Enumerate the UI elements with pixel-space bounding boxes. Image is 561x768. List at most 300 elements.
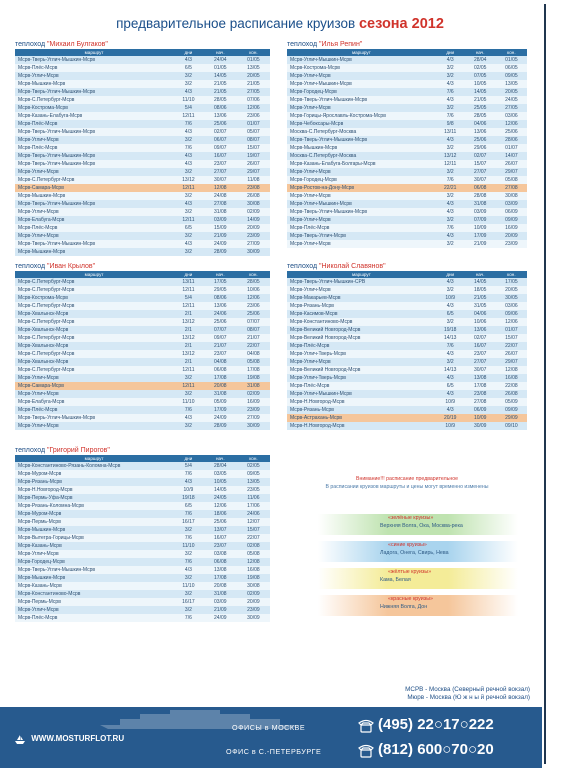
days-cell: 14/13 bbox=[436, 334, 465, 342]
route-cell: Мсрв-Мышкин-Мсрв bbox=[15, 80, 173, 88]
days-cell: 3/2 bbox=[436, 64, 465, 72]
route-cell: Мсрв-Тверь-Углич-Мышкин-Мсрв bbox=[287, 96, 436, 104]
days-cell: 4/3 bbox=[436, 56, 465, 64]
table-row bbox=[15, 294, 270, 302]
end-cell: 25/06 bbox=[237, 310, 270, 318]
table-row bbox=[287, 334, 527, 342]
days-cell: 13/12 bbox=[436, 152, 465, 160]
column-header: кон. bbox=[237, 271, 270, 278]
start-cell: 13/07 bbox=[204, 526, 237, 534]
table-row bbox=[15, 398, 270, 406]
schedule-table-bulgakov bbox=[15, 49, 270, 256]
days-cell: 3/2 bbox=[436, 286, 465, 294]
days-cell: 9/8 bbox=[436, 120, 465, 128]
end-cell: 30/09 bbox=[237, 248, 270, 256]
end-cell: 13/05 bbox=[237, 478, 270, 486]
days-cell: 3/2 bbox=[173, 574, 204, 582]
table-row bbox=[287, 136, 527, 144]
table-row bbox=[15, 56, 270, 64]
days-cell: 4/3 bbox=[173, 414, 204, 422]
days-cell: 3/2 bbox=[173, 80, 204, 88]
route-cell: Мсрв-С.Петербург-Мсрв bbox=[15, 176, 173, 184]
days-cell: 12/11 bbox=[436, 160, 465, 168]
route-cell: Мсрв-Чебоксары-Мсрв bbox=[287, 120, 436, 128]
days-cell: 12/11 bbox=[173, 382, 204, 390]
route-cell: Мсрв-Рязань-Коломна-Мсрв bbox=[15, 502, 173, 510]
legend-title: «жёлтые круизы» bbox=[388, 569, 432, 575]
end-cell: 20/09 bbox=[237, 598, 270, 606]
phone-moscow[interactable]: (495) 22○17○222 bbox=[378, 716, 494, 733]
end-cell: 07/06 bbox=[237, 96, 270, 104]
days-cell: 13/11 bbox=[436, 128, 465, 136]
page-title bbox=[60, 16, 500, 32]
table-row bbox=[15, 232, 270, 240]
end-cell: 20/05 bbox=[496, 286, 527, 294]
column-header: нач. bbox=[465, 49, 496, 56]
end-cell: 23/09 bbox=[237, 406, 270, 414]
table-row bbox=[15, 152, 270, 160]
days-cell: 7/6 bbox=[173, 120, 204, 128]
website-text: WWW.MOSTURFLOT.RU bbox=[31, 734, 125, 744]
route-cell: Мсрв-Плёс-Мсрв bbox=[15, 406, 173, 414]
ship-title: теплоход "Григорий Пирогов" bbox=[15, 447, 110, 454]
table-row bbox=[15, 374, 270, 382]
table-row bbox=[15, 614, 270, 622]
days-cell: 3/2 bbox=[173, 208, 204, 216]
start-cell: 10/09 bbox=[465, 414, 496, 422]
start-cell: 03/08 bbox=[204, 550, 237, 558]
start-cell: 08/06 bbox=[204, 294, 237, 302]
days-cell: 7/6 bbox=[436, 176, 465, 184]
table-row bbox=[15, 582, 270, 590]
legend-title: «синие круизы» bbox=[388, 542, 427, 548]
route-cell: Мсрв-Тверь-Углич-Мышкин-Мсрв bbox=[15, 414, 173, 422]
end-cell: 23/05 bbox=[237, 486, 270, 494]
table-row bbox=[15, 104, 270, 112]
route-cell: Мсрв-Углич-Мышкин-Мсрв bbox=[287, 56, 436, 64]
footer bbox=[0, 707, 561, 768]
days-cell: 13/12 bbox=[173, 318, 204, 326]
start-cell: 30/07 bbox=[465, 366, 496, 374]
season-text: сезона 2012 bbox=[358, 16, 444, 32]
days-cell: 3/2 bbox=[436, 144, 465, 152]
start-cell: 05/09 bbox=[204, 398, 237, 406]
table-row bbox=[15, 406, 270, 414]
start-cell: 12/08 bbox=[204, 184, 237, 192]
route-cell: Мсрв-Мышкин-Мсрв bbox=[287, 144, 436, 152]
end-cell: 23/09 bbox=[496, 240, 527, 248]
end-cell: 12/06 bbox=[496, 318, 527, 326]
start-cell: 24/09 bbox=[204, 414, 237, 422]
table-row bbox=[15, 350, 270, 358]
days-cell: 4/3 bbox=[173, 240, 204, 248]
route-cell: Мсрв-Плёс-Мсрв bbox=[287, 342, 436, 350]
table-row bbox=[15, 422, 270, 430]
end-cell: 27/09 bbox=[237, 414, 270, 422]
end-cell: 26/07 bbox=[237, 160, 270, 168]
route-cell: Мсрв-Тверь-Углич-Мсрв bbox=[287, 232, 436, 240]
route-cell: Мсрв-Хвалынск-Мсрв bbox=[15, 326, 173, 334]
days-cell: 6/5 bbox=[173, 224, 204, 232]
route-cell: Мсрв-Плёс-Мсрв bbox=[15, 614, 173, 622]
table-row bbox=[15, 326, 270, 334]
start-cell: 14/05 bbox=[465, 88, 496, 96]
days-cell: 4/3 bbox=[436, 406, 465, 414]
days-cell: 3/2 bbox=[173, 590, 204, 598]
end-cell: 29/07 bbox=[496, 168, 527, 176]
table-row bbox=[15, 574, 270, 582]
route-cell: Мсрв-Мышкин-Мсрв bbox=[15, 574, 173, 582]
phone-icon bbox=[358, 719, 374, 733]
start-cell: 10/05 bbox=[465, 80, 496, 88]
route-cell: Мсрв-Тверь-Углич-Мышкин-Мсрв bbox=[15, 128, 173, 136]
days-cell: 13/12 bbox=[173, 350, 204, 358]
route-cell: Мсрв-Ростов-на-Дону-Мсрв bbox=[287, 184, 436, 192]
table-row bbox=[15, 518, 270, 526]
start-cell: 21/05 bbox=[204, 80, 237, 88]
table-row bbox=[287, 72, 527, 80]
table-row bbox=[15, 144, 270, 152]
route-cell: Мсрв-Углич-Мсрв bbox=[15, 232, 173, 240]
start-cell: 02/07 bbox=[465, 152, 496, 160]
route-cell: Мсрв-Елабуга-Мсрв bbox=[15, 398, 173, 406]
end-cell: 12/08 bbox=[237, 558, 270, 566]
route-cell: Мсрв-Углич-Мышкин-Мсрв bbox=[287, 80, 436, 88]
route-cell: Мсрв-Казань-Елабуга-Мсрв bbox=[15, 112, 173, 120]
start-cell: 17/09 bbox=[465, 232, 496, 240]
end-cell: 03/09 bbox=[496, 200, 527, 208]
office-spb-label: ОФИС в С.-ПЕТЕРБУРГЕ bbox=[226, 747, 322, 756]
end-cell: 17/05 bbox=[496, 278, 527, 286]
route-cell: Мсрв-Углич-Мсрв bbox=[15, 606, 173, 614]
route-cell: Мсрв-Тверь-Углич-Мышкин-СРВ bbox=[287, 278, 436, 286]
days-cell: 4/3 bbox=[436, 232, 465, 240]
table-row bbox=[287, 294, 527, 302]
start-cell: 25/06 bbox=[204, 120, 237, 128]
route-cell: Мсрв-Астрахань-Мсрв bbox=[287, 414, 436, 422]
start-cell: 13/08 bbox=[204, 566, 237, 574]
table-row bbox=[15, 80, 270, 88]
table-row bbox=[287, 374, 527, 382]
route-cell: Москва-С.Петербург-Москва bbox=[287, 152, 436, 160]
table-row bbox=[287, 216, 527, 224]
start-cell: 16/07 bbox=[204, 534, 237, 542]
end-cell: 22/08 bbox=[496, 382, 527, 390]
end-cell: 27/09 bbox=[237, 240, 270, 248]
table-row bbox=[15, 208, 270, 216]
start-cell: 18/05 bbox=[465, 286, 496, 294]
days-cell: 4/3 bbox=[436, 302, 465, 310]
route-cell: Мсрв-Константиново-Мсрв bbox=[287, 318, 436, 326]
ship-title: теплоход "Иван Крылов" bbox=[15, 263, 96, 270]
table-row bbox=[15, 120, 270, 128]
route-cell: Мсрв-Кострома-Мсрв bbox=[15, 294, 173, 302]
table-row bbox=[287, 80, 527, 88]
end-cell: 05/08 bbox=[237, 550, 270, 558]
days-cell: 3/2 bbox=[173, 422, 204, 430]
table-row bbox=[15, 216, 270, 224]
end-cell: 02/08 bbox=[237, 542, 270, 550]
table-row bbox=[287, 358, 527, 366]
days-cell: 11/10 bbox=[173, 542, 204, 550]
table-row bbox=[15, 494, 270, 502]
table-row bbox=[287, 120, 527, 128]
start-cell: 07/05 bbox=[465, 72, 496, 80]
route-cell: Мсрв-Углич-Мсрв bbox=[15, 550, 173, 558]
end-cell: 08/07 bbox=[237, 326, 270, 334]
days-cell: 4/3 bbox=[436, 350, 465, 358]
table-row bbox=[15, 192, 270, 200]
table-row bbox=[287, 152, 527, 160]
route-cell: Мсрв-Тверь-Углич-Мышкин-Мсрв bbox=[15, 152, 173, 160]
end-cell: 19/07 bbox=[237, 152, 270, 160]
route-cell: Мсрв-Углич-Мсрв bbox=[15, 168, 173, 176]
route-cell: Мсрв-С.Петербург-Мсрв bbox=[15, 96, 173, 104]
start-cell: 06/08 bbox=[204, 558, 237, 566]
column-header: кон. bbox=[237, 49, 270, 56]
end-cell: 21/07 bbox=[237, 334, 270, 342]
legend bbox=[318, 512, 518, 620]
days-cell: 3/2 bbox=[436, 240, 465, 248]
start-cell: 13/06 bbox=[465, 128, 496, 136]
days-cell: 19/18 bbox=[436, 326, 465, 334]
days-cell: 7/6 bbox=[173, 614, 204, 622]
days-cell: 12/11 bbox=[173, 302, 204, 310]
end-cell: 26/08 bbox=[496, 390, 527, 398]
title-text: предварительное расписание круизов bbox=[116, 16, 356, 31]
end-cell: 19/08 bbox=[237, 574, 270, 582]
table-row bbox=[15, 470, 270, 478]
route-cell: Мсрв-Константиново-Рязань-Коломна-Мсрв bbox=[15, 462, 173, 470]
start-cell: 14/05 bbox=[204, 486, 237, 494]
route-cell: Мсрв-Мышкин-Мсрв bbox=[15, 192, 173, 200]
column-header: маршрут bbox=[15, 271, 173, 278]
table-row bbox=[287, 302, 527, 310]
table-row bbox=[287, 240, 527, 248]
table-row bbox=[15, 88, 270, 96]
ship-block-pirogov bbox=[15, 446, 270, 622]
end-cell: 23/06 bbox=[237, 112, 270, 120]
column-header: нач. bbox=[465, 271, 496, 278]
notice-line-2: В расписании круизов маршруты и цены могут временно изменены bbox=[325, 484, 489, 490]
days-cell: 3/2 bbox=[436, 104, 465, 112]
start-cell: 21/05 bbox=[204, 88, 237, 96]
days-cell: 2/1 bbox=[173, 342, 204, 350]
phone-spb[interactable]: (812) 600○70○20 bbox=[378, 741, 494, 758]
route-cell: Мсрв-Тверь-Углич-Мышкин-Мсрв bbox=[287, 136, 436, 144]
route-cell: Мсрв-Плёс-Мсрв bbox=[15, 64, 173, 72]
end-cell: 05/08 bbox=[237, 358, 270, 366]
days-cell: 12/11 bbox=[173, 184, 204, 192]
table-header-row bbox=[287, 49, 527, 56]
start-cell: 27/07 bbox=[465, 168, 496, 176]
days-cell: 19/18 bbox=[173, 494, 204, 502]
table-row bbox=[287, 128, 527, 136]
legend-description: Ладога, Онега, Свирь, Нева bbox=[380, 550, 449, 556]
table-row bbox=[15, 72, 270, 80]
end-cell: 24/06 bbox=[237, 510, 270, 518]
end-cell: 12/07 bbox=[237, 518, 270, 526]
route-cell: Мсрв-Рязань-Мсрв bbox=[287, 406, 436, 414]
start-cell: 28/08 bbox=[465, 192, 496, 200]
table-row bbox=[287, 224, 527, 232]
route-cell: Мсрв-Тверь-Углич-Мышкин-Мсрв bbox=[15, 56, 173, 64]
table-row bbox=[287, 350, 527, 358]
days-cell: 7/6 bbox=[436, 112, 465, 120]
table-row bbox=[15, 558, 270, 566]
table-header-row bbox=[15, 455, 270, 462]
table-row bbox=[287, 232, 527, 240]
days-cell: 14/13 bbox=[436, 366, 465, 374]
end-cell: 12/06 bbox=[496, 120, 527, 128]
table-row bbox=[287, 318, 527, 326]
start-cell: 16/07 bbox=[204, 152, 237, 160]
end-cell: 28/06 bbox=[496, 136, 527, 144]
days-cell: 3/2 bbox=[173, 606, 204, 614]
route-cell: Мсрв-Углич-Тверь-Мсрв bbox=[287, 374, 436, 382]
end-cell: 16/08 bbox=[237, 566, 270, 574]
days-cell: 7/6 bbox=[173, 534, 204, 542]
days-cell: 11/10 bbox=[173, 96, 204, 104]
days-cell: 7/6 bbox=[173, 144, 204, 152]
table-row bbox=[15, 184, 270, 192]
end-cell: 08/07 bbox=[237, 136, 270, 144]
days-cell: 3/2 bbox=[436, 318, 465, 326]
start-cell: 23/07 bbox=[465, 350, 496, 358]
end-cell: 03/06 bbox=[496, 112, 527, 120]
table-row bbox=[287, 366, 527, 374]
start-cell: 17/09 bbox=[204, 406, 237, 414]
days-cell: 3/2 bbox=[173, 168, 204, 176]
start-cell: 31/08 bbox=[204, 208, 237, 216]
end-cell: 30/05 bbox=[496, 294, 527, 302]
end-cell: 01/07 bbox=[237, 120, 270, 128]
route-cell: Мсрв-Елабуга-Мсрв bbox=[15, 216, 173, 224]
column-header: маршрут bbox=[15, 455, 173, 462]
table-row bbox=[287, 422, 527, 430]
table-row bbox=[287, 112, 527, 120]
table-row bbox=[287, 96, 527, 104]
end-cell: 06/09 bbox=[496, 208, 527, 216]
end-cell: 23/06 bbox=[237, 302, 270, 310]
end-cell: 30/08 bbox=[237, 200, 270, 208]
table-header-row bbox=[15, 49, 270, 56]
start-cell: 17/08 bbox=[204, 374, 237, 382]
table-row bbox=[15, 240, 270, 248]
start-cell: 14/05 bbox=[465, 278, 496, 286]
start-cell: 20/08 bbox=[204, 582, 237, 590]
days-cell: 13/11 bbox=[173, 278, 204, 286]
table-row bbox=[15, 590, 270, 598]
start-cell: 21/07 bbox=[204, 342, 237, 350]
table-row bbox=[287, 64, 527, 72]
days-cell: 5/4 bbox=[173, 294, 204, 302]
days-cell: 20/19 bbox=[436, 414, 465, 422]
route-cell: Мсрв-Углич-Мсрв bbox=[287, 104, 436, 112]
start-cell: 06/08 bbox=[465, 184, 496, 192]
route-cell: Мсрв-Пермь-Мсрв bbox=[15, 598, 173, 606]
route-cell: Мсрв-Казань-Елабуга-Болгары-Мсрв bbox=[287, 160, 436, 168]
station-srv: МСРВ - Москва (Северный речной вокзал) bbox=[405, 686, 530, 693]
notice bbox=[287, 476, 527, 490]
days-cell: 10/9 bbox=[436, 422, 465, 430]
days-cell: 5/4 bbox=[173, 462, 204, 470]
days-cell: 4/3 bbox=[173, 56, 204, 64]
end-cell: 14/07 bbox=[496, 152, 527, 160]
legend-title: «красные круизы» bbox=[388, 596, 433, 602]
days-cell: 6/5 bbox=[173, 502, 204, 510]
days-cell: 12/11 bbox=[173, 286, 204, 294]
route-cell: Мсрв-Городец-Мсрв bbox=[287, 176, 436, 184]
days-cell: 4/3 bbox=[173, 152, 204, 160]
schedule-table-krylov bbox=[15, 271, 270, 430]
table-row bbox=[15, 224, 270, 232]
legend-description: Верхняя Волга, Ока, Москва-река bbox=[380, 523, 463, 529]
table-row bbox=[15, 534, 270, 542]
table-row bbox=[15, 342, 270, 350]
start-cell: 28/09 bbox=[204, 248, 237, 256]
end-cell: 11/08 bbox=[237, 176, 270, 184]
end-cell: 22/07 bbox=[237, 534, 270, 542]
route-cell: Мсрв-Плёс-Мсрв bbox=[15, 144, 173, 152]
route-cell: Мсрв-Касимов-Мсрв bbox=[287, 310, 436, 318]
days-cell: 3/2 bbox=[436, 72, 465, 80]
table-row bbox=[15, 112, 270, 120]
start-cell: 28/04 bbox=[204, 462, 237, 470]
end-cell: 30/08 bbox=[496, 192, 527, 200]
table-row bbox=[287, 104, 527, 112]
start-cell: 12/06 bbox=[204, 502, 237, 510]
table-row bbox=[15, 462, 270, 470]
legend-title: «зелёные круизы» bbox=[388, 515, 434, 521]
days-cell: 4/3 bbox=[436, 200, 465, 208]
table-row bbox=[15, 96, 270, 104]
days-cell: 11/10 bbox=[173, 398, 204, 406]
ship-block-repin bbox=[287, 40, 527, 248]
start-cell: 31/08 bbox=[204, 590, 237, 598]
start-cell: 23/07 bbox=[204, 350, 237, 358]
route-cell: Мсрв-Углич-Мсрв bbox=[15, 208, 173, 216]
start-cell: 27/08 bbox=[204, 200, 237, 208]
end-cell: 02/09 bbox=[237, 590, 270, 598]
days-cell: 13/12 bbox=[173, 334, 204, 342]
route-cell: Мсрв-Рязань-Мсрв bbox=[15, 478, 173, 486]
ship-title: теплоход "Николай Славянов" bbox=[287, 263, 386, 270]
table-row bbox=[287, 168, 527, 176]
table-header-row bbox=[15, 271, 270, 278]
days-cell: 3/2 bbox=[436, 216, 465, 224]
start-cell: 07/07 bbox=[204, 326, 237, 334]
column-header: маршрут bbox=[287, 271, 436, 278]
end-cell: 21/05 bbox=[237, 80, 270, 88]
route-cell: Мсрв-Хвалынск-Мсрв bbox=[15, 310, 173, 318]
website-link[interactable] bbox=[14, 733, 124, 745]
table-row bbox=[287, 406, 527, 414]
start-cell: 10/09 bbox=[465, 224, 496, 232]
end-cell: 15/07 bbox=[237, 144, 270, 152]
route-cell: Мсрв-Н.Новгород-Мсрв bbox=[287, 422, 436, 430]
end-cell: 17/08 bbox=[237, 366, 270, 374]
route-cell: Мсрв-С.Петербург-Мсрв bbox=[15, 318, 173, 326]
days-cell: 7/6 bbox=[436, 88, 465, 96]
column-header: дни bbox=[173, 49, 204, 56]
phone-icon bbox=[358, 744, 374, 758]
days-cell: 3/2 bbox=[173, 248, 204, 256]
start-cell: 23/07 bbox=[204, 160, 237, 168]
stations-info bbox=[330, 686, 530, 702]
route-cell: Мсрв-Великий Новгород-Мсрв bbox=[287, 334, 436, 342]
days-cell: 4/3 bbox=[436, 80, 465, 88]
